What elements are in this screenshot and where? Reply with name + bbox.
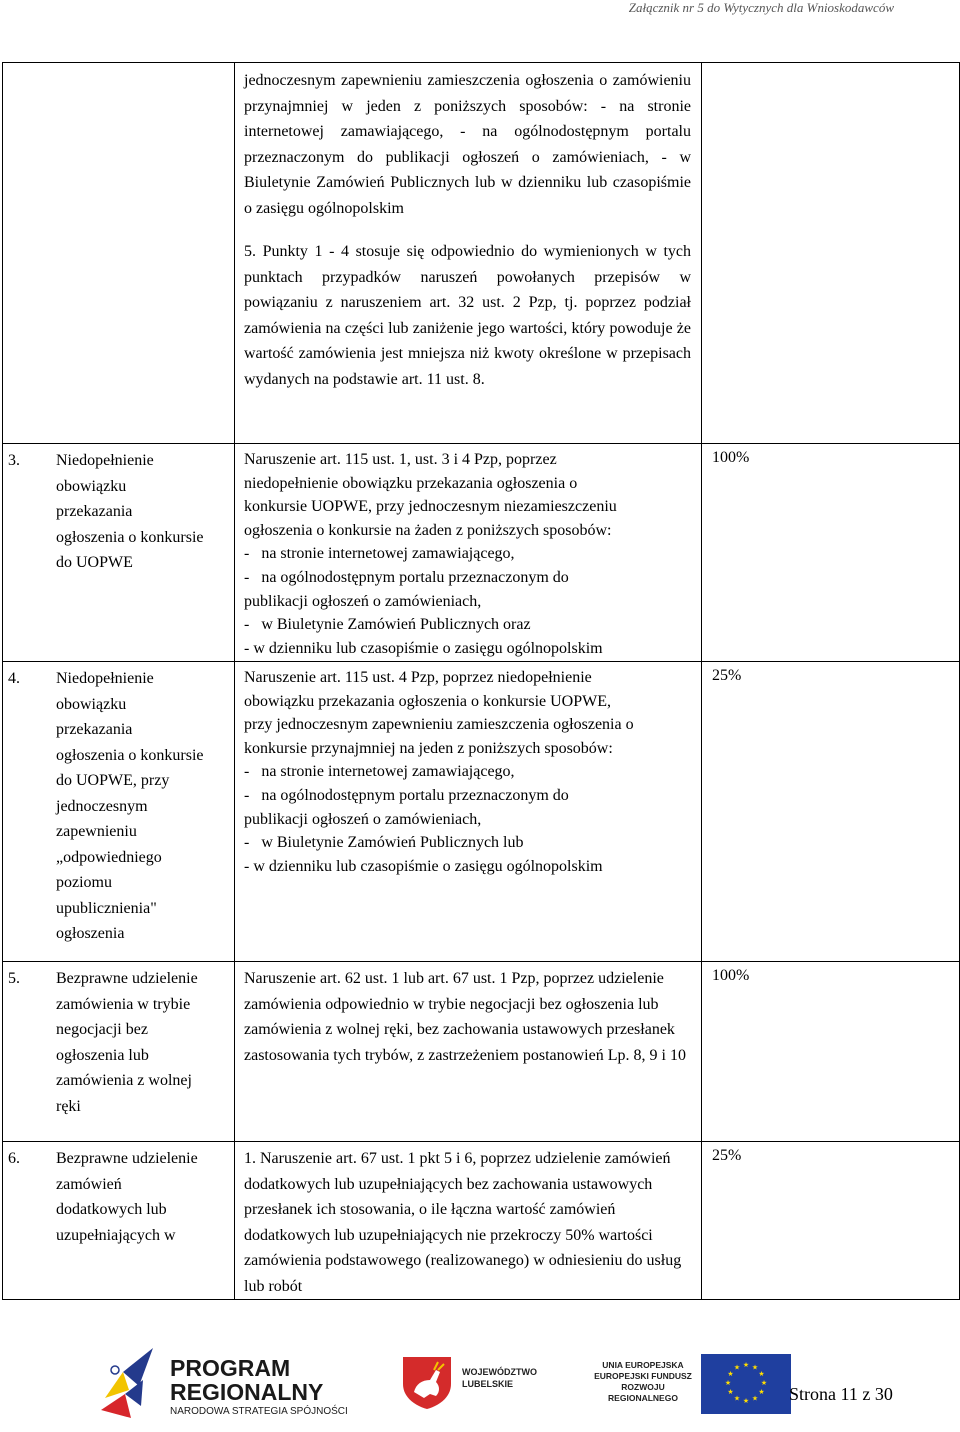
description-line: konkursie UOPWE, przy jednoczesnym niezamieszczeniu — [244, 498, 617, 516]
svg-text:★: ★ — [727, 1370, 734, 1378]
region-line1: WOJEWÓDZTWO — [462, 1367, 537, 1377]
description-line: - na ogólnodostępnym portalu przeznaczonym do — [244, 786, 569, 804]
row-name: Bezprawne udzielenie zamówienia w trybie negocjacji bez ogłoszenia lub zamówienia z wolnej ręki — [56, 970, 198, 1115]
description-paragraph: jednoczesnym zapewnieniu zamieszczenia ogłoszenia o zamówieniu przynajmniej w jeden z poniższych sposobów: - na stronie internetowej zamawiającego, - na ogólnodostępnym portalu przeznaczonym do publikacji ogłoszeń o zamówieniach, - w Biuletynie Zamówień Publicznych lub w dzienniku lub czasopiśmie o zasięgu ogólnopolskim — [244, 72, 691, 217]
table-row — [3, 1142, 960, 1300]
program-line3: NARODOWA STRATEGIA SPÓJNOŚCI — [170, 1406, 348, 1417]
lubelskie-coat-of-arms-icon — [400, 1354, 454, 1410]
table-cell-percentage: 25% — [702, 1142, 960, 1300]
row-number: 5. — [8, 970, 20, 987]
table-cell-description — [235, 444, 702, 662]
description-line: - w dzienniku lub czasopiśmie o zasięgu ogólnopolskim — [244, 857, 603, 875]
page-number: Strona 11 z 30 — [789, 1384, 893, 1404]
program-line1: PROGRAM — [170, 1355, 291, 1381]
table-cell-name — [3, 444, 235, 662]
description-line: - na stronie internetowej zamawiającego, — [244, 763, 515, 781]
description-line: publikacji ogłoszeń o zamówieniach, — [244, 810, 482, 828]
table-cell-percentage — [702, 63, 960, 444]
table-row — [3, 63, 960, 444]
table-row — [3, 662, 960, 962]
description-line: Naruszenie art. 115 ust. 4 Pzp, poprzez niedopełnienie — [244, 669, 592, 686]
violations-table — [2, 62, 960, 1300]
eu-line1: UNIA EUROPEJSKA — [602, 1360, 684, 1370]
region-line2: LUBELSKIE — [462, 1379, 514, 1389]
description-line: - w Biuletynie Zamówień Publicznych lub — [244, 834, 524, 852]
description-line: - na ogólnodostępnym portalu przeznaczonym do — [244, 568, 569, 586]
eu-line2: EUROPEJSKI FUNDUSZ — [594, 1371, 692, 1381]
eu-text — [588, 1360, 698, 1404]
svg-text:★: ★ — [760, 1379, 768, 1387]
table-cell-description: 1. Naruszenie art. 67 ust. 1 pkt 5 i 6, poprzez udzielenie zamówień dodatkowych lub uzupełniających bez zachowania ustawowych przesłanek ich stosowania, o ile łączna wartość zamówień dodatkowych lub uzupełniających nie przekroczy 50% wartości zamówienia podstawowego (realizowanego) w odniesieniu do usług lub robót — [235, 1142, 702, 1300]
description-paragraph: 5. Punkty 1 - 4 stosuje się odpowiednio do wymienionych w tych punktach przypadków naruszeń powołanych przepisów w powiązaniu z naruszeniem art. 32 ust. 2 Pzp, tj. poprzez podział zamówienia na części lub zaniżenie jego wartości, który powoduje że wartość zamówienia jest mniejsza niż kwoty określone w przepisach wydanych na podstawie art. 11 ust. 8. — [244, 243, 691, 388]
description-line: obowiązku przekazania ogłoszenia o konkursie UOPWE, — [244, 692, 611, 710]
row-name: Niedopełnienie obowiązku przekazania ogłoszenia o konkursie do UOPWE — [56, 452, 204, 571]
table-cell-description — [235, 63, 702, 444]
svg-text:★: ★ — [751, 1363, 759, 1372]
footer-logos — [0, 1340, 960, 1430]
row-number: 4. — [8, 670, 20, 687]
row-number: 3. — [8, 452, 20, 469]
wojewodztwo-lubelskie-logo — [400, 1354, 550, 1404]
annex-title: Załącznik nr 5 do Wytycznych dla Wnioskodawców — [628, 0, 894, 15]
description-line: ogłoszenia o konkursie na żaden z poniższych sposobów: — [244, 521, 612, 539]
description-line: - w dzienniku lub czasopiśmie o zasięgu ogólnopolskim — [244, 639, 603, 657]
table-cell-percentage: 100% — [702, 444, 960, 662]
eu-flag-icon — [701, 1354, 791, 1414]
table-cell-description: Naruszenie art. 62 ust. 1 lub art. 67 ust. 1 Pzp, poprzez udzielenie zamówienia odpowiednio w trybie negocjacji bez ogłoszenia lub zamówienia z wolnej ręki, bez zachowania ustawowych przesłanek zastosowania tych trybów, z zastrzeżeniem postanowień Lp. 8, 9 i 10 — [235, 962, 702, 1142]
table-cell-percentage: 100% — [702, 962, 960, 1142]
description-line: konkursie przynajmniej na jeden z poniższych sposobów: — [244, 739, 613, 757]
svg-text:★: ★ — [758, 1370, 765, 1378]
description-line: - w Biuletynie Zamówień Publicznych oraz — [244, 616, 531, 634]
row-name: Bezprawne udzielenie zamówień dodatkowych lub uzupełniających w — [56, 1150, 198, 1244]
eu-line3: ROZWOJU REGIONALNEGO — [608, 1382, 678, 1403]
table-row — [3, 962, 960, 1142]
description-line: publikacji ogłoszeń o zamówieniach, — [244, 592, 482, 610]
svg-text:★: ★ — [758, 1388, 765, 1396]
table-cell-name — [3, 962, 235, 1142]
program-regionalny-logo — [95, 1340, 365, 1422]
eu-logo — [588, 1354, 790, 1416]
row-name: Niedopełnienie obowiązku przekazania ogłoszenia o konkursie do UOPWE, przy jednoczesnym zapewnieniu „odpowiedniego poziomu upublicznienia" ogłoszenia — [56, 670, 204, 942]
svg-text:★: ★ — [733, 1363, 741, 1372]
table-cell-name — [3, 662, 235, 962]
svg-text:★: ★ — [742, 1397, 750, 1405]
svg-text:★: ★ — [751, 1394, 759, 1403]
program-line2: REGIONALNY — [170, 1379, 324, 1405]
description-line: - na stronie internetowej zamawiającego, — [244, 545, 515, 563]
table-cell-empty — [3, 63, 235, 444]
lubelskie-text — [462, 1366, 537, 1390]
svg-text:★: ★ — [724, 1379, 732, 1387]
program-regionalny-emblem-icon — [95, 1340, 157, 1422]
svg-text:★: ★ — [742, 1361, 750, 1369]
svg-text:★: ★ — [733, 1394, 741, 1403]
description-line: niedopełnienie obowiązku przekazania ogłoszenia o — [244, 474, 578, 492]
row-number: 6. — [8, 1150, 20, 1167]
table-cell-name — [3, 1142, 235, 1300]
table-cell-description — [235, 662, 702, 962]
description-line: przy jednoczesnym zapewnieniu zamieszczenia ogłoszenia o — [244, 716, 634, 734]
table-cell-percentage: 25% — [702, 662, 960, 962]
description-line: Naruszenie art. 115 ust. 1, ust. 3 i 4 Pzp, poprzez — [244, 451, 557, 468]
svg-text:★: ★ — [727, 1388, 734, 1396]
table-row — [3, 444, 960, 662]
